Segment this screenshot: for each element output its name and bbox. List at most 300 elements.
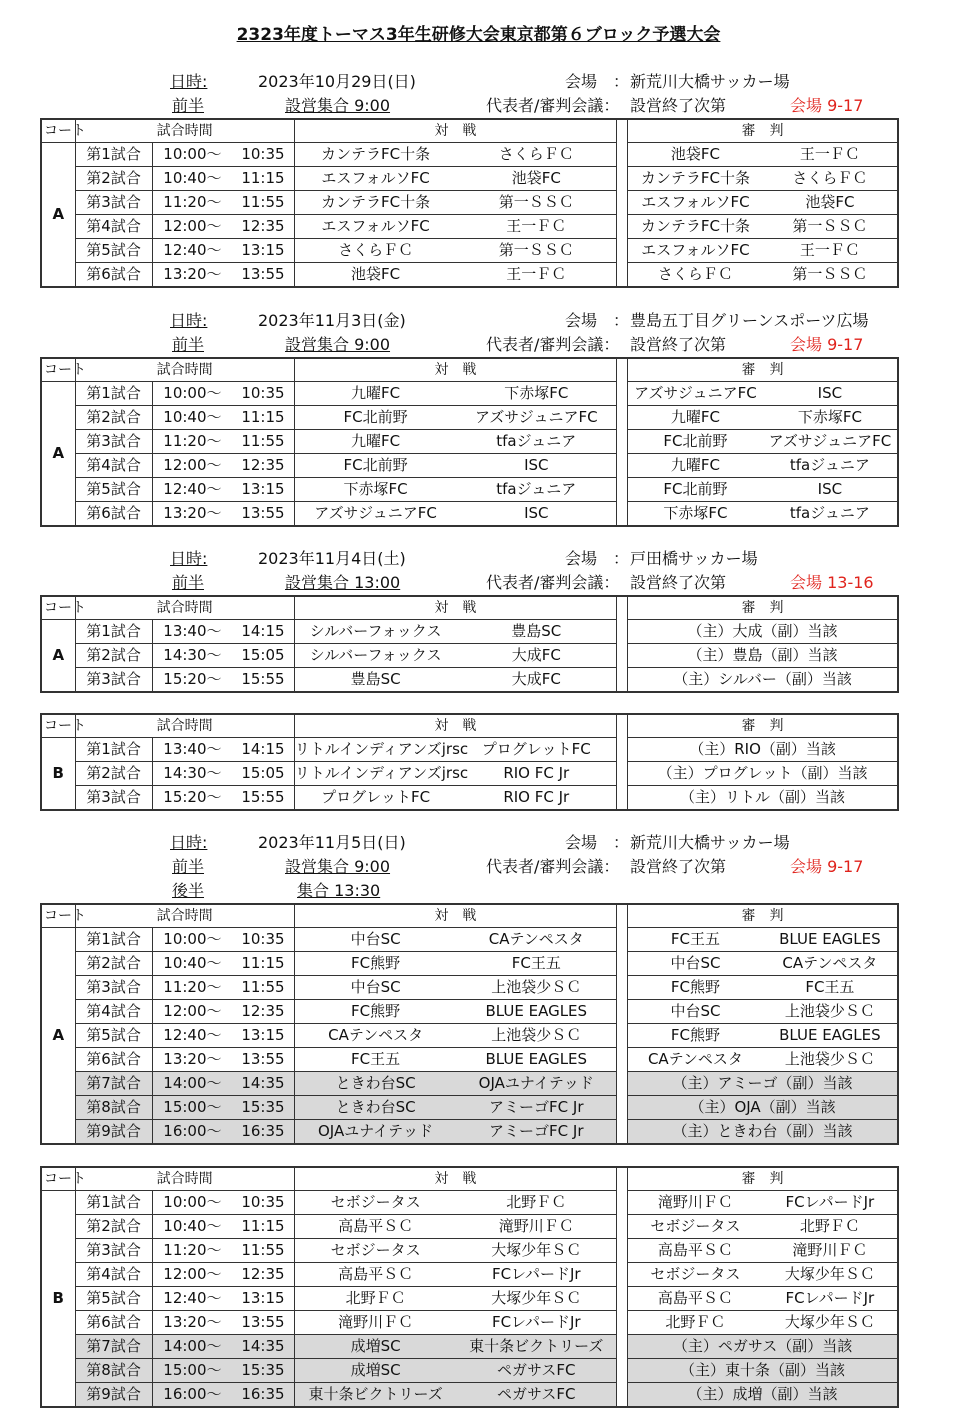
away-team: 下赤塚FC (456, 382, 616, 406)
gap-cell (617, 976, 628, 1000)
gap-cell (617, 167, 628, 191)
court-corner-label: コート (41, 1167, 75, 1191)
gap-cell (617, 1311, 628, 1335)
end-time: 13:55 (232, 1048, 294, 1072)
end-time: 15:55 (232, 668, 294, 693)
home-team: 池袋FC (294, 263, 456, 288)
away-team: OJAユナイテッド (456, 1072, 616, 1096)
referee-1: アズサジュニアFC (628, 382, 763, 406)
home-team: シルバーフォックス (294, 644, 456, 668)
match-row (41, 1048, 898, 1072)
referee-header: 審 判 (628, 358, 898, 382)
gap-cell (617, 1120, 628, 1145)
end-time: 13:55 (232, 1311, 294, 1335)
home-team: 成増SC (294, 1335, 456, 1359)
end-time: 14:35 (232, 1072, 294, 1096)
end-time: 11:15 (232, 406, 294, 430)
away-team: CAテンペスタ (456, 928, 616, 952)
court-label: B (41, 738, 75, 811)
home-team: プログレットFC (294, 786, 456, 811)
venue-label: 会場 (565, 311, 598, 330)
match-number: 第5試合 (75, 478, 152, 502)
home-team: FC北前野 (294, 406, 456, 430)
referee-1: カンテラFC十条 (628, 215, 763, 239)
match-row (41, 1072, 898, 1096)
start-time: 16:00～ (152, 1120, 232, 1145)
match-number: 第6試合 (75, 502, 152, 527)
referee-2: FC王五 (763, 976, 898, 1000)
gap-cell (617, 191, 628, 215)
gap-cell (617, 502, 628, 527)
match-header: 対 戦 (294, 714, 616, 738)
match-number: 第8試合 (75, 1359, 152, 1383)
home-team: 下赤塚FC (294, 478, 456, 502)
schedule-table (40, 595, 899, 693)
match-number: 第3試合 (75, 668, 152, 693)
header-row (41, 119, 898, 143)
match-header: 対 戦 (294, 904, 616, 928)
match-row (41, 191, 898, 215)
rep-meeting-label: 代表者/審判会議： (486, 573, 620, 592)
match-row (41, 1120, 898, 1145)
match-number: 第2試合 (75, 167, 152, 191)
referee-2: 第一ＳＳＣ (763, 263, 898, 288)
home-team: カンテラFC十条 (294, 191, 456, 215)
referee-header: 審 判 (628, 1167, 898, 1191)
away-team: 第一ＳＳＣ (456, 239, 616, 263)
start-time: 14:30～ (152, 762, 232, 786)
match-header: 対 戦 (294, 119, 616, 143)
gap-cell (617, 786, 628, 811)
end-time: 15:35 (232, 1359, 294, 1383)
referee-2: BLUE EAGLES (763, 1024, 898, 1048)
start-time: 11:20～ (152, 976, 232, 1000)
match-number: 第9試合 (75, 1383, 152, 1408)
end-time: 14:15 (232, 620, 294, 644)
gap-cell (617, 1359, 628, 1383)
end-time: 16:35 (232, 1120, 294, 1145)
referee-1: FC北前野 (628, 430, 763, 454)
time-header: 試合時間 (75, 904, 294, 928)
start-time: 11:20～ (152, 1239, 232, 1263)
away-team: 大成FC (456, 644, 616, 668)
match-row (41, 502, 898, 527)
match-row (41, 406, 898, 430)
match-row (41, 668, 898, 693)
away-team: RIO FC Jr (456, 762, 616, 786)
match-number: 第5試合 (75, 239, 152, 263)
referee-assignment: （主）アミーゴ（副）当該 (628, 1072, 898, 1096)
end-time: 11:55 (232, 430, 294, 454)
venue-colon: ： (613, 311, 630, 330)
schedule-table (40, 357, 899, 527)
venue-label: 会場 (565, 549, 598, 568)
referee-1: セボジータス (628, 1215, 763, 1239)
match-row (41, 928, 898, 952)
end-time: 10:35 (232, 143, 294, 167)
referee-1: 池袋FC (628, 143, 763, 167)
gap-cell (617, 596, 628, 620)
gap-cell (617, 1024, 628, 1048)
end-time: 16:35 (232, 1383, 294, 1408)
away-team: 豊島SC (456, 620, 616, 644)
document-title: 2323年度トーマス3年生研修大会東京都第６ブロック予選大会 (236, 25, 721, 45)
match-number: 第8試合 (75, 1096, 152, 1120)
gap-cell (617, 738, 628, 762)
gap-cell (617, 928, 628, 952)
court-label: A (41, 143, 75, 288)
home-team: シルバーフォックス (294, 620, 456, 644)
referee-assignment: （主）成増（副）当該 (628, 1383, 898, 1408)
gap-cell (617, 358, 628, 382)
end-time: 13:15 (232, 1287, 294, 1311)
gap-cell (617, 119, 628, 143)
match-header: 対 戦 (294, 1167, 616, 1191)
away-team: 第一ＳＳＣ (456, 191, 616, 215)
venue-value: 戸田橋サッカー場 (630, 549, 758, 568)
gap-cell (617, 1287, 628, 1311)
referee-2: さくらＦＣ (763, 167, 898, 191)
end-time: 13:55 (232, 502, 294, 527)
referee-assignment: （主）豊島（副）当該 (628, 644, 898, 668)
match-number: 第6試合 (75, 1048, 152, 1072)
setup-time-2: 集合 13:30 (297, 881, 381, 900)
date-label: 日時: (170, 549, 208, 568)
home-team: 高島平ＳＣ (294, 1263, 456, 1287)
referee-2: FCレパードJr (763, 1287, 898, 1311)
referee-2: tfaジュニア (763, 454, 898, 478)
match-number: 第4試合 (75, 1263, 152, 1287)
home-team: カンテラFC十条 (294, 143, 456, 167)
venue-label: 会場 (565, 833, 598, 852)
away-team: さくらＦＣ (456, 143, 616, 167)
referee-1: エスフォルソFC (628, 239, 763, 263)
end-time: 14:35 (232, 1335, 294, 1359)
match-row (41, 1239, 898, 1263)
gap-cell (617, 952, 628, 976)
venue-hours: 会場 9-17 (790, 335, 864, 354)
referee-assignment: （主）RIO（副）当該 (628, 738, 898, 762)
start-time: 12:40～ (152, 1287, 232, 1311)
home-team: 北野ＦＣ (294, 1287, 456, 1311)
court-corner-label: コート (41, 904, 75, 928)
referee-assignment: （主）ペガサス（副）当該 (628, 1335, 898, 1359)
start-time: 15:00～ (152, 1096, 232, 1120)
away-team: 王一ＦＣ (456, 263, 616, 288)
match-row (41, 382, 898, 406)
referee-2: 上池袋少ＳＣ (763, 1000, 898, 1024)
match-row (41, 239, 898, 263)
match-number: 第5試合 (75, 1287, 152, 1311)
gap-cell (617, 1072, 628, 1096)
rep-meeting-label: 代表者/審判会議： (486, 96, 620, 115)
match-row (41, 263, 898, 288)
home-team: アズサジュニアFC (294, 502, 456, 527)
start-time: 13:40～ (152, 738, 232, 762)
end-time: 11:15 (232, 167, 294, 191)
referee-1: セボジータス (628, 1263, 763, 1287)
match-number: 第3試合 (75, 976, 152, 1000)
end-time: 15:35 (232, 1096, 294, 1120)
start-time: 10:40～ (152, 952, 232, 976)
away-team: 北野ＦＣ (456, 1191, 616, 1215)
away-team: アズサジュニアFC (456, 406, 616, 430)
venue-value: 豊島五丁目グリーンスポーツ広場 (630, 311, 869, 330)
referee-1: 中台SC (628, 952, 763, 976)
match-number: 第2試合 (75, 952, 152, 976)
away-team: FC王五 (456, 952, 616, 976)
match-number: 第9試合 (75, 1120, 152, 1145)
court-corner-label: コート (41, 119, 75, 143)
gap-cell (617, 1263, 628, 1287)
home-team: さくらＦＣ (294, 239, 456, 263)
gap-cell (617, 1048, 628, 1072)
end-time: 12:35 (232, 454, 294, 478)
referee-2: 王一ＦＣ (763, 143, 898, 167)
end-time: 11:55 (232, 976, 294, 1000)
start-time: 11:20～ (152, 191, 232, 215)
match-row (41, 952, 898, 976)
home-team: CAテンペスタ (294, 1024, 456, 1048)
referee-assignment: （主）シルバー（副）当該 (628, 668, 898, 693)
start-time: 14:30～ (152, 644, 232, 668)
gap-cell (617, 430, 628, 454)
referee-1: 九曜FC (628, 406, 763, 430)
referee-assignment: （主）ときわ台（副）当該 (628, 1120, 898, 1145)
match-number: 第3試合 (75, 786, 152, 811)
referee-2: 大塚少年ＳＣ (763, 1311, 898, 1335)
away-team: BLUE EAGLES (456, 1000, 616, 1024)
date-value: 2023年11月5日(日) (258, 833, 406, 852)
start-time: 10:40～ (152, 1215, 232, 1239)
rep-meeting-value: 設営終了次第 (630, 857, 727, 876)
end-time: 10:35 (232, 382, 294, 406)
venue-colon: ： (613, 549, 630, 568)
referee-assignment: （主）大成（副）当該 (628, 620, 898, 644)
start-time: 13:20～ (152, 502, 232, 527)
setup-time: 設営集合 9:00 (285, 335, 391, 354)
home-team: FC王五 (294, 1048, 456, 1072)
referee-2: BLUE EAGLES (763, 928, 898, 952)
match-number: 第4試合 (75, 215, 152, 239)
schedule-table (40, 118, 899, 288)
home-team: ときわ台SC (294, 1072, 456, 1096)
court-corner-label: コート (41, 714, 75, 738)
start-time: 12:00～ (152, 1263, 232, 1287)
referee-1: 北野ＦＣ (628, 1311, 763, 1335)
end-time: 14:15 (232, 738, 294, 762)
referee-1: 下赤塚FC (628, 502, 763, 527)
end-time: 10:35 (232, 928, 294, 952)
time-header: 試合時間 (75, 596, 294, 620)
referee-2: ISC (763, 478, 898, 502)
referee-2: 滝野川ＦＣ (763, 1239, 898, 1263)
referee-1: 高島平ＳＣ (628, 1239, 763, 1263)
referee-header: 審 判 (628, 119, 898, 143)
end-time: 13:15 (232, 478, 294, 502)
match-row (41, 454, 898, 478)
referee-2: 王一ＦＣ (763, 239, 898, 263)
match-header: 対 戦 (294, 596, 616, 620)
gap-cell (617, 1167, 628, 1191)
venue-value: 新荒川大橋サッカー場 (630, 72, 790, 91)
start-time: 13:20～ (152, 1048, 232, 1072)
away-team: ISC (456, 502, 616, 527)
match-row (41, 1000, 898, 1024)
rep-meeting-value: 設営終了次第 (630, 96, 727, 115)
match-row (41, 478, 898, 502)
schedule-table (40, 903, 899, 1145)
end-time: 11:55 (232, 1239, 294, 1263)
referee-2: 池袋FC (763, 191, 898, 215)
match-number: 第3試合 (75, 430, 152, 454)
referee-1: 滝野川ＦＣ (628, 1191, 763, 1215)
end-time: 13:15 (232, 1024, 294, 1048)
start-time: 10:00～ (152, 382, 232, 406)
home-team: 東十条ビクトリーズ (294, 1383, 456, 1408)
referee-1: カンテラFC十条 (628, 167, 763, 191)
start-time: 16:00～ (152, 1383, 232, 1408)
home-team: リトルインディアンズjrsc (294, 738, 456, 762)
home-team: 九曜FC (294, 382, 456, 406)
match-header: 対 戦 (294, 358, 616, 382)
match-row (41, 1287, 898, 1311)
match-number: 第1試合 (75, 382, 152, 406)
away-team: ペガサスFC (456, 1359, 616, 1383)
end-time: 11:55 (232, 191, 294, 215)
referee-2: 北野ＦＣ (763, 1215, 898, 1239)
zenhan-label: 前半 (172, 335, 205, 354)
away-team: FCレパードJr (456, 1263, 616, 1287)
header-row (41, 358, 898, 382)
court-label: A (41, 620, 75, 693)
gap-cell (617, 239, 628, 263)
gap-cell (617, 454, 628, 478)
match-row (41, 143, 898, 167)
court-label: A (41, 928, 75, 1145)
referee-2: 大塚少年ＳＣ (763, 1263, 898, 1287)
start-time: 14:00～ (152, 1335, 232, 1359)
date-value: 2023年11月3日(金) (258, 311, 406, 330)
referee-2: CAテンペスタ (763, 952, 898, 976)
end-time: 15:05 (232, 644, 294, 668)
date-value: 2023年11月4日(土) (258, 549, 406, 568)
venue-hours: 会場 9-17 (790, 96, 864, 115)
date-label: 日時: (170, 833, 208, 852)
home-team: エスフォルソFC (294, 167, 456, 191)
home-team: エスフォルソFC (294, 215, 456, 239)
venue-label: 会場 (565, 72, 598, 91)
rep-meeting-label: 代表者/審判会議： (486, 857, 620, 876)
zenhan-label: 前半 (172, 857, 205, 876)
home-team: セボジータス (294, 1239, 456, 1263)
match-number: 第2試合 (75, 644, 152, 668)
home-team: ときわ台SC (294, 1096, 456, 1120)
referee-1: FC北前野 (628, 478, 763, 502)
venue-hours: 会場 13-16 (790, 573, 874, 592)
start-time: 12:00～ (152, 1000, 232, 1024)
start-time: 10:00～ (152, 1191, 232, 1215)
match-row (41, 762, 898, 786)
referee-header: 審 判 (628, 596, 898, 620)
referee-1: CAテンペスタ (628, 1048, 763, 1072)
venue-colon: ： (613, 72, 630, 91)
match-row (41, 1335, 898, 1359)
referee-1: FC熊野 (628, 976, 763, 1000)
gap-cell (617, 714, 628, 738)
zenhan-label: 前半 (172, 96, 205, 115)
match-number: 第1試合 (75, 620, 152, 644)
end-time: 11:15 (232, 1215, 294, 1239)
referee-1: エスフォルソFC (628, 191, 763, 215)
match-number: 第2試合 (75, 1215, 152, 1239)
gap-cell (617, 762, 628, 786)
kohan-label: 後半 (172, 881, 205, 900)
match-number: 第1試合 (75, 738, 152, 762)
rep-meeting-value: 設営終了次第 (630, 573, 727, 592)
away-team: 大塚少年ＳＣ (456, 1239, 616, 1263)
rep-meeting-value: 設営終了次第 (630, 335, 727, 354)
home-team: 成増SC (294, 1359, 456, 1383)
start-time: 12:40～ (152, 1024, 232, 1048)
match-number: 第2試合 (75, 762, 152, 786)
gap-cell (617, 215, 628, 239)
venue-value: 新荒川大橋サッカー場 (630, 833, 790, 852)
venue-hours: 会場 9-17 (790, 857, 864, 876)
rep-meeting-label: 代表者/審判会議： (486, 335, 620, 354)
away-team: 滝野川ＦＣ (456, 1215, 616, 1239)
start-time: 13:40～ (152, 620, 232, 644)
away-team: tfaジュニア (456, 430, 616, 454)
match-row (41, 1096, 898, 1120)
start-time: 13:20～ (152, 1311, 232, 1335)
match-number: 第6試合 (75, 263, 152, 288)
court-corner-label: コート (41, 358, 75, 382)
referee-header: 審 判 (628, 904, 898, 928)
match-row (41, 430, 898, 454)
referee-1: FC王五 (628, 928, 763, 952)
end-time: 13:55 (232, 263, 294, 288)
home-team: リトルインディアンズjrsc (294, 762, 456, 786)
header-row (41, 596, 898, 620)
start-time: 12:00～ (152, 454, 232, 478)
start-time: 12:40～ (152, 239, 232, 263)
away-team: ペガサスFC (456, 1383, 616, 1408)
setup-time: 設営集合 9:00 (285, 857, 391, 876)
away-team: プログレットFC (456, 738, 616, 762)
match-row (41, 976, 898, 1000)
match-row (41, 1024, 898, 1048)
away-team: アミーゴFC Jr (456, 1120, 616, 1145)
match-number: 第1試合 (75, 928, 152, 952)
time-header: 試合時間 (75, 119, 294, 143)
referee-assignment: （主）リトル（副）当該 (628, 786, 898, 811)
gap-cell (617, 382, 628, 406)
away-team: アミーゴFC Jr (456, 1096, 616, 1120)
match-number: 第3試合 (75, 191, 152, 215)
away-team: 大塚少年ＳＣ (456, 1287, 616, 1311)
start-time: 14:00～ (152, 1072, 232, 1096)
end-time: 12:35 (232, 215, 294, 239)
match-row (41, 644, 898, 668)
match-row (41, 1383, 898, 1408)
match-number: 第1試合 (75, 1191, 152, 1215)
gap-cell (617, 644, 628, 668)
gap-cell (617, 406, 628, 430)
away-team: RIO FC Jr (456, 786, 616, 811)
time-header: 試合時間 (75, 1167, 294, 1191)
gap-cell (617, 1191, 628, 1215)
